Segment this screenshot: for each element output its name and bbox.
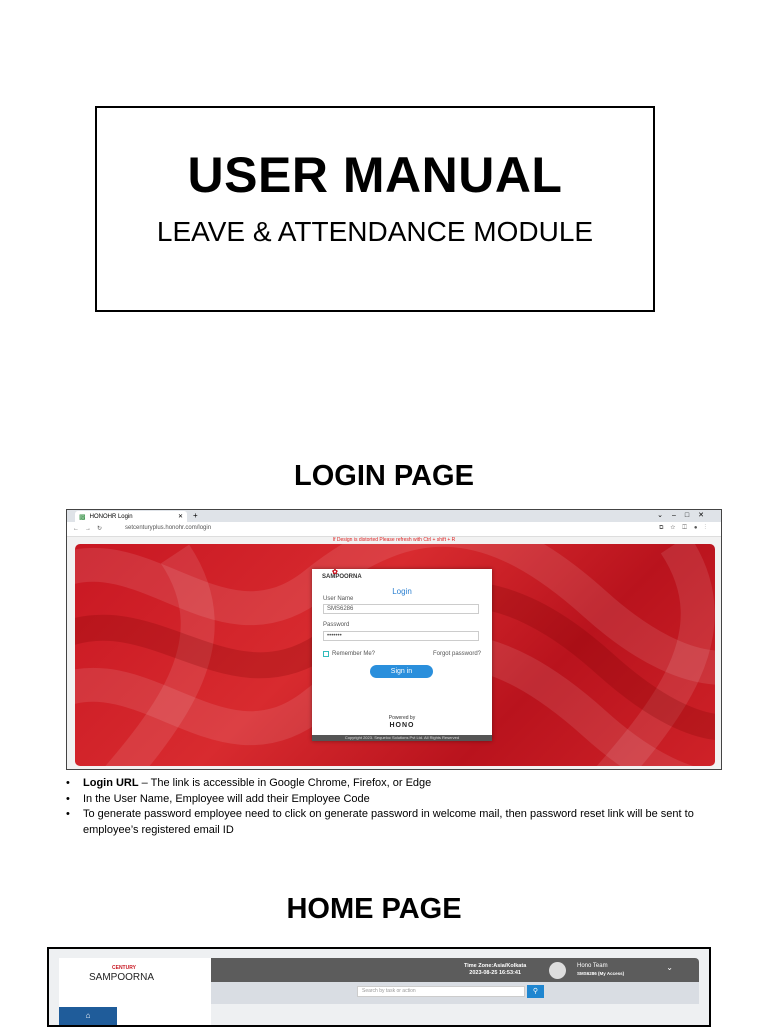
bullet-text: – The link is accessible in Google Chrome, Firefox, or Edge [138, 777, 432, 789]
user-info[interactable] [577, 963, 624, 977]
search-icon: ⚲ [532, 988, 539, 995]
login-hero-background [75, 544, 715, 766]
username-input[interactable]: SMS6286 [323, 604, 479, 614]
remember-me-checkbox[interactable] [323, 651, 329, 657]
user-role: SMS6286 (My Access) [577, 971, 625, 976]
cover-title-box [95, 106, 655, 312]
timezone-label: Time Zone:Asia/Kolkata [464, 963, 527, 969]
password-label: Password [323, 622, 350, 628]
chevron-down-icon[interactable]: ⌄ [666, 963, 673, 972]
login-section-heading: LOGIN PAGE [294, 460, 474, 492]
avatar[interactable] [549, 962, 566, 979]
browser-nav-icon: ←→↻ [73, 526, 109, 532]
powered-by-label: Powered by [388, 715, 416, 721]
window-controls-icon: ⌄–□✕ [657, 512, 713, 519]
login-page-screenshot [66, 509, 722, 770]
sign-in-button[interactable]: Sign in [370, 665, 433, 678]
browser-url: setcenturyplus.honohr.com/login [125, 525, 212, 531]
new-tab-icon: + [193, 511, 198, 520]
bullet-text: To generate password employee need to click on generate password in welcome mail, then password reset link will be sent to employee’s registered email ID [83, 808, 694, 836]
bullet-text: In the User Name, Employee will add their Employee Code [83, 792, 370, 805]
list-item [66, 807, 716, 838]
list-item [66, 776, 716, 792]
login-title: Login [392, 587, 412, 596]
forgot-password-link[interactable]: Forgot password? [432, 651, 481, 657]
remember-me-label: Remember Me? [332, 651, 376, 657]
hono-logo: HONO [389, 722, 415, 729]
username-label: User Name [323, 596, 354, 602]
bullet-bold-text: Login URL [83, 777, 139, 789]
search-button[interactable] [527, 985, 544, 998]
login-card [312, 569, 492, 741]
home-page-screenshot [47, 947, 711, 1027]
browser-address-bar [67, 522, 721, 537]
favicon-icon: ▩ [79, 513, 86, 521]
browser-tab-title: HONOHR Login [89, 513, 133, 520]
browser-tab-bar [67, 510, 721, 522]
home-top-bar [211, 958, 699, 982]
logo-mark-icon: ✿ [332, 569, 338, 576]
home-section-heading: HOME PAGE [286, 893, 462, 925]
search-strip [211, 982, 699, 1004]
search-input[interactable]: Search by task or action [357, 986, 525, 997]
home-icon: ⌂ [85, 1011, 91, 1020]
browser-tab [75, 511, 187, 522]
timezone-display [464, 963, 526, 977]
list-item [66, 792, 716, 808]
login-notes-list [66, 776, 716, 838]
cover-title: USER MANUAL [187, 147, 563, 203]
cover-subtitle: LEAVE & ATTENDANCE MODULE [156, 216, 594, 247]
password-input[interactable]: ••••••• [323, 631, 479, 641]
user-name: Hono Team [577, 963, 608, 969]
copyright-footer: Copyright 2023. Sequeloc Solutions Pvt Ltd. All Rights Reserved [312, 735, 492, 741]
home-menu-item[interactable] [59, 1007, 117, 1027]
logo-text: SAMPOORNA [322, 574, 362, 580]
refresh-notice: If Design is distorted Please refresh with Ctrl + shift + R [332, 537, 456, 543]
century-logo-text: CENTURY [112, 965, 136, 971]
sampoorna-brand: SAMPOORNA [89, 972, 155, 983]
browser-tools-icon: ⧉☆◫●⋮ [659, 525, 713, 531]
close-tab-icon: ✕ [177, 514, 183, 520]
sampoorna-logo [322, 569, 362, 580]
datetime-value: 2023-08-25 16:53:41 [469, 970, 521, 976]
